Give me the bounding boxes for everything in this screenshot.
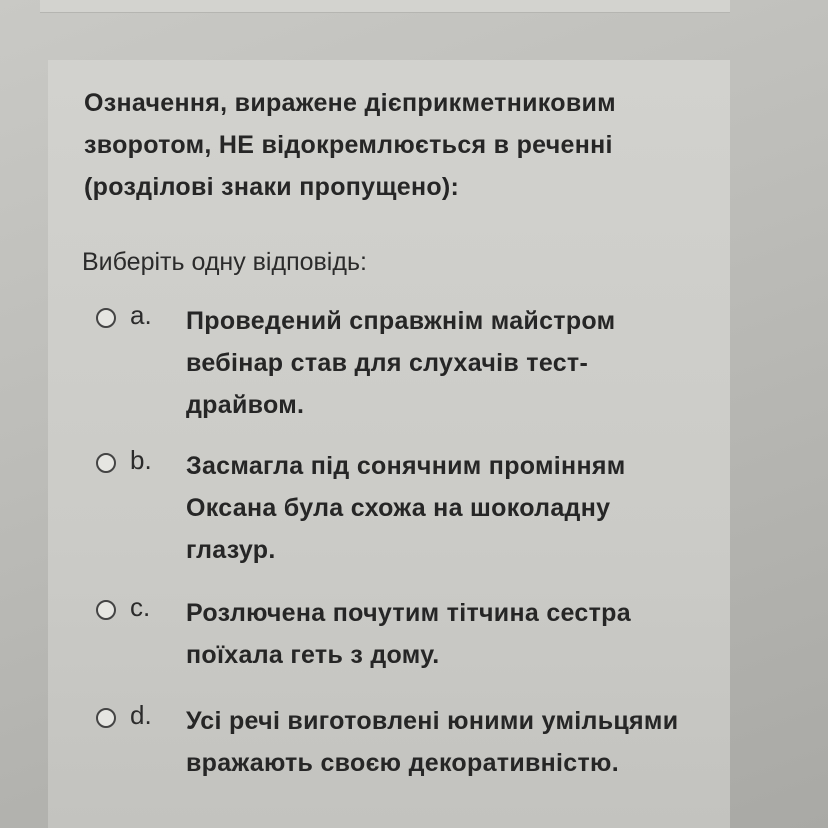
question-text: Означення, виражене дієприкметниковим зворотом, НЕ відокремлюється в реченні (розділові знаки пропущено): [84,89,616,201]
option-text-b[interactable]: Засмагла під сонячним промінням Оксана була схожа на шоколадну глазур. [186,452,626,564]
option-letter-b: b. [130,445,152,475]
previous-card-edge [40,0,730,13]
option-letter-d: d. [130,700,152,730]
option-text-a[interactable]: Проведений справжнім майстром вебінар став для слухачів тест-драйвом. [186,307,616,419]
radio-button-b[interactable] [96,453,116,473]
radio-button-d[interactable] [96,708,116,728]
radio-button-c[interactable] [96,600,116,620]
option-letter-a: a. [130,300,152,330]
option-letter-c: c. [130,592,151,622]
option-text-d[interactable]: Усі речі виготовлені юними умільцями вражають своєю декоративністю. [186,707,679,777]
radio-button-a[interactable] [96,308,116,328]
option-text-c[interactable]: Розлючена почутим тітчина сестра поїхала геть з дому. [186,599,631,669]
answer-prompt: Виберіть одну відповідь: [82,248,367,276]
